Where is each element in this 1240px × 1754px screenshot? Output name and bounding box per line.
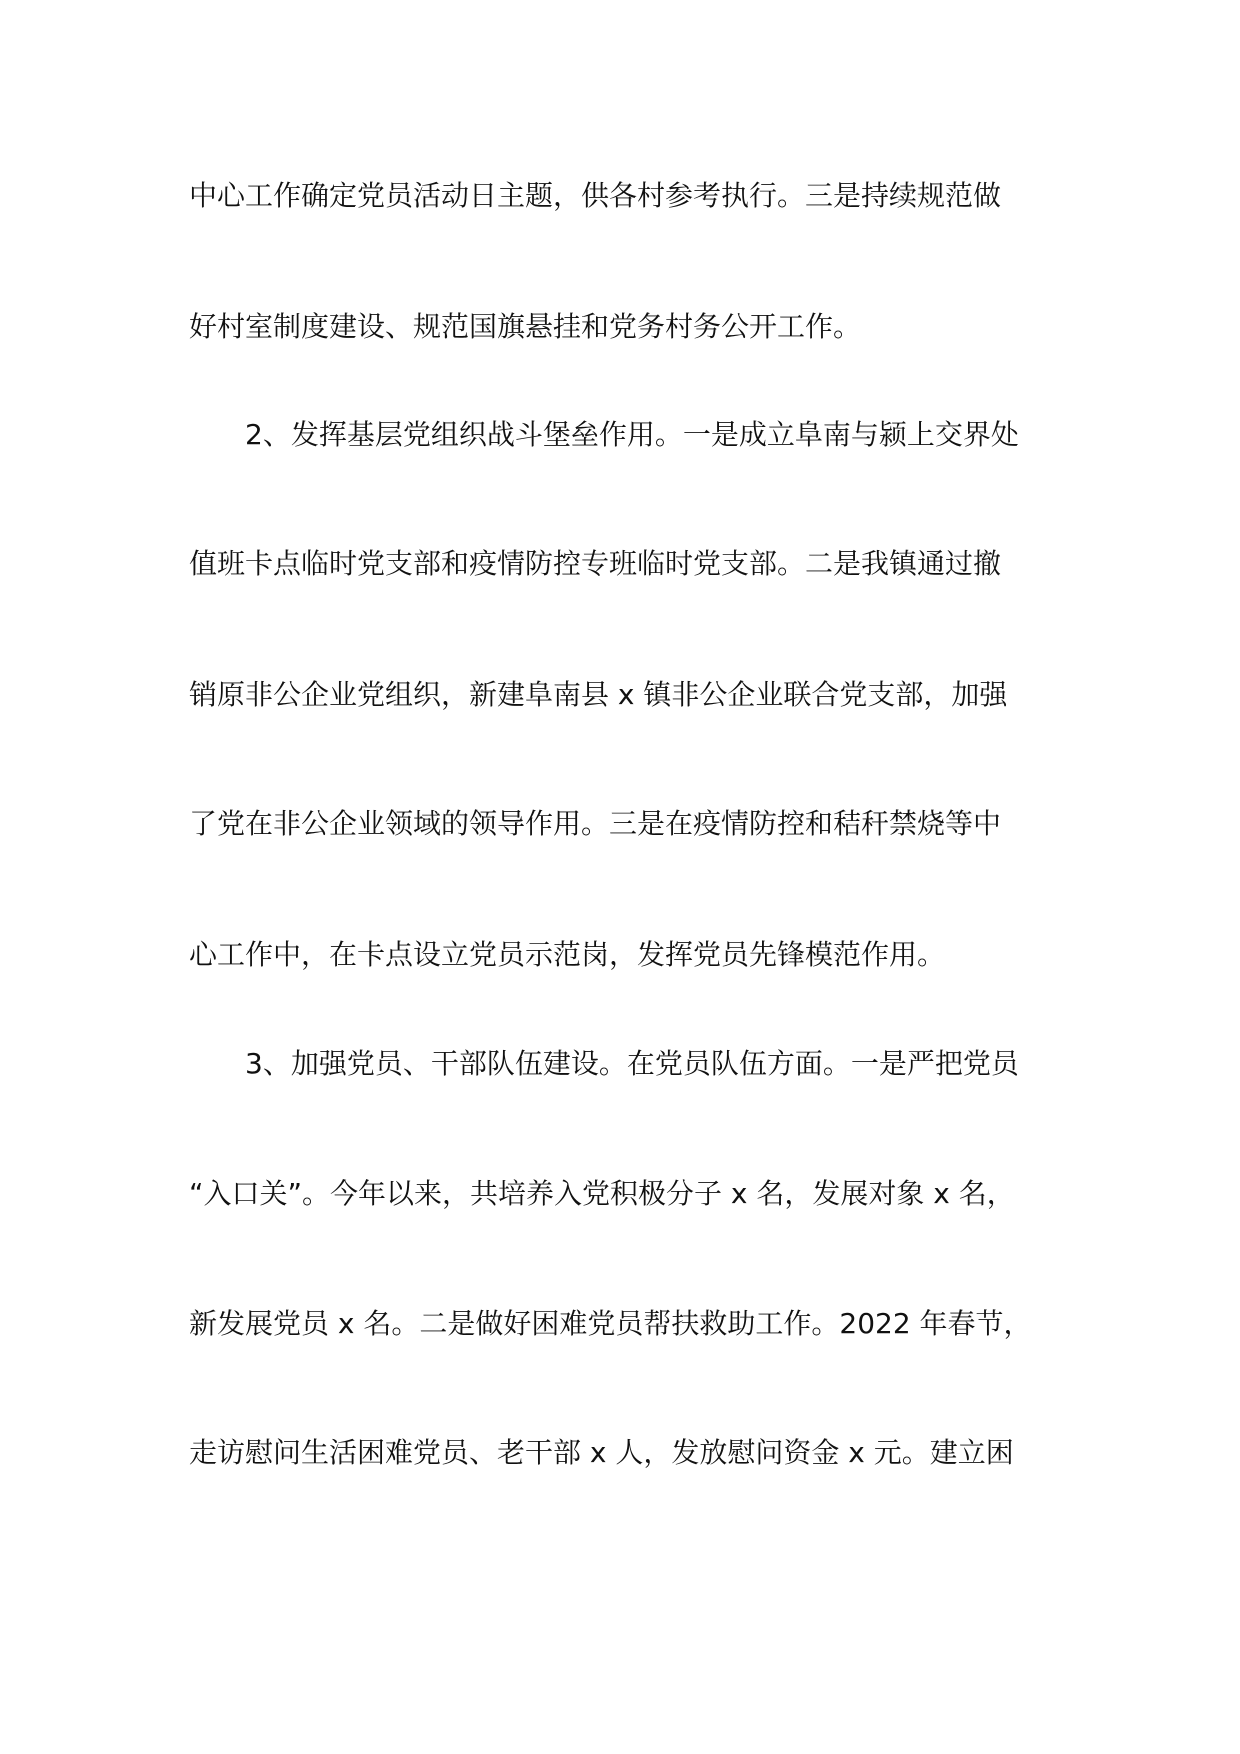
section-heading-line: 3、加强党员、干部队伍建设。在党员队伍方面。一是严把党员	[245, 1047, 1019, 1080]
paragraph-line: 值班卡点临时党支部和疫情防控专班临时党支部。二是我镇通过撤	[189, 547, 1002, 580]
paragraph-line: 走访慰问生活困难党员、老干部 x 人，发放慰问资金 x 元。建立困	[189, 1436, 1014, 1469]
paragraph-line: 中心工作确定党员活动日主题，供各村参考执行。三是持续规范做	[189, 179, 1002, 212]
paragraph-line: “入口关”。今年以来，共培养入党积极分子 x 名，发展对象 x 名，	[189, 1177, 1015, 1210]
paragraph-line: 销原非公企业党组织，新建阜南县 x 镇非公企业联合党支部，加强	[189, 678, 1008, 711]
paragraph-line: 好村室制度建设、规范国旗悬挂和党务村务公开工作。	[189, 310, 862, 343]
paragraph-line: 心工作中，在卡点设立党员示范岗，发挥党员先锋模范作用。	[189, 938, 946, 971]
paragraph-line: 了党在非公企业领域的领导作用。三是在疫情防控和秸秆禁烧等中	[189, 807, 1002, 840]
paragraph-line: 新发展党员 x 名。二是做好困难党员帮扶救助工作。2022 年春节，	[189, 1307, 1032, 1340]
section-heading-line: 2、发挥基层党组织战斗堡垒作用。一是成立阜南与颍上交界处	[245, 418, 1019, 451]
